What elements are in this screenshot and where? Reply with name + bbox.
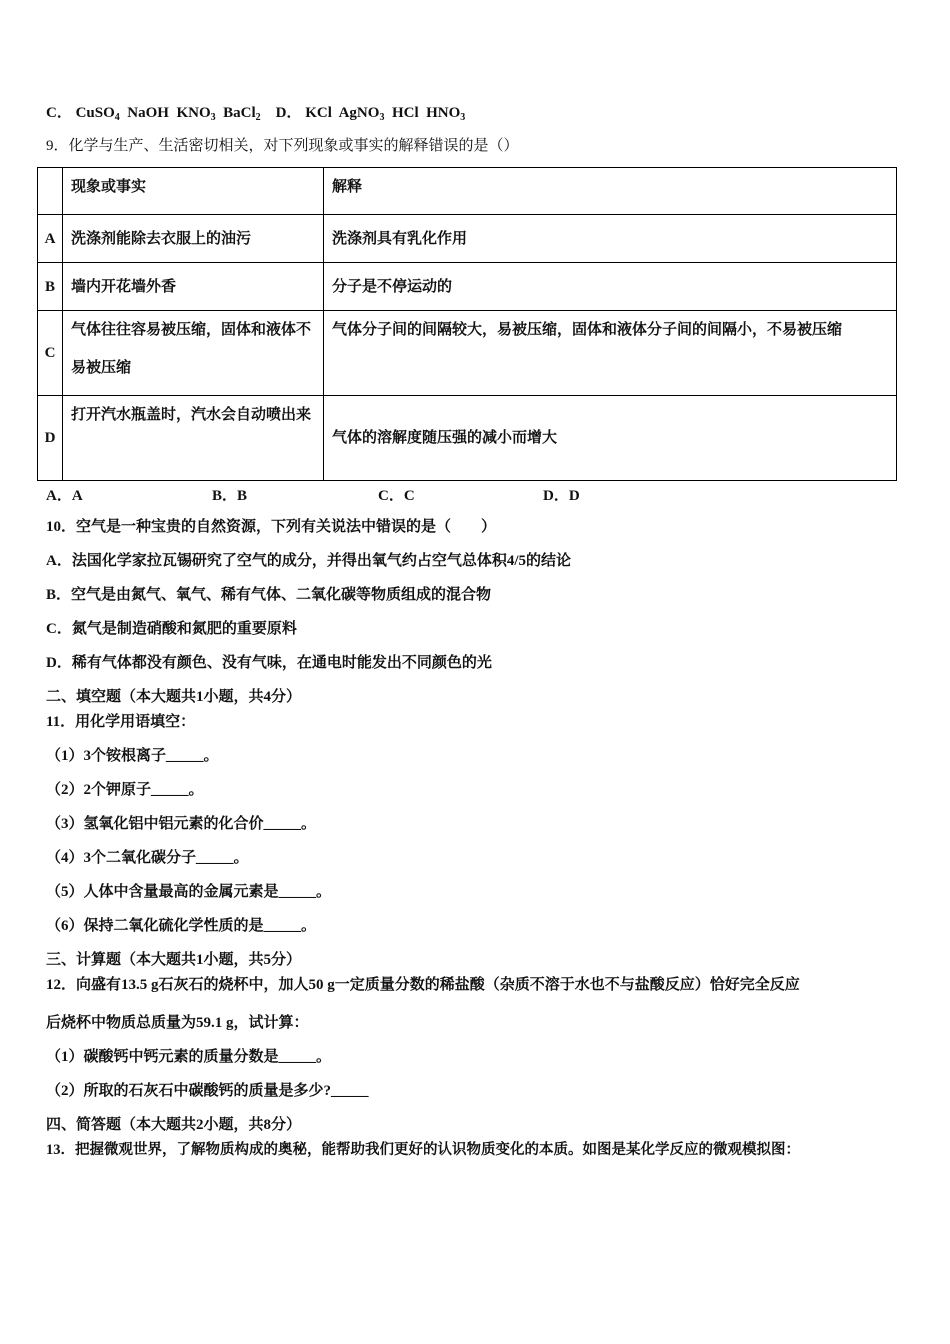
q12-stem-line2: 后烧杯中物质总质量为59.1 g，试计算：: [46, 1015, 309, 1031]
table-row: [38, 311, 897, 396]
row-label: B: [38, 263, 63, 311]
chem-formula: HNO: [426, 105, 461, 121]
header-explain: 解释: [324, 168, 897, 215]
q10-option-d[interactable]: D．稀有气体都没有颜色、没有气味，在通电时能发出不同颜色的光: [46, 655, 492, 671]
table-row: [38, 215, 897, 263]
q9-option-d[interactable]: D．D: [543, 488, 580, 504]
row-explain: 洗涤剂具有乳化作用: [324, 215, 897, 263]
row-fact: 打开汽水瓶盖时，汽水会自动喷出来: [63, 396, 324, 481]
row-explain: 分子是不停运动的: [324, 263, 897, 311]
q12-item: （2）所取的石灰石中碳酸钙的质量是多少?_____: [46, 1083, 369, 1099]
q11-item: （6）保持二氧化硫化学性质的是_____。: [46, 918, 317, 934]
q13-stem: 13．把握微观世界，了解物质构成的奥秘，能帮助我们更好的认识物质变化的本质。如图是某化学反应的微观模拟图：: [46, 1142, 800, 1158]
q11-stem: 11．用化学用语填空：: [46, 714, 196, 730]
chem-formula: BaCl: [223, 105, 256, 121]
row-label: D: [38, 396, 63, 481]
header-fact: 现象或事实: [63, 168, 324, 215]
q11-item: （3）氢氧化铝中铝元素的化合价_____。: [46, 816, 317, 832]
row-fact: 气体往往容易被压缩，固体和液体不易被压缩: [63, 311, 324, 396]
row-explain: 气体分子间的间隔较大，易被压缩，固体和液体分子间的间隔小，不易被压缩: [324, 311, 897, 396]
q9-stem: 9．化学与生产、生活密切相关，对下列现象或事实的解释错误的是（）: [46, 138, 519, 154]
row-fact: 墙内开花墙外香: [63, 263, 324, 311]
q10-option-a[interactable]: A．法国化学家拉瓦锡研究了空气的成分，并得出氧气约占空气总体积4/5的结论: [46, 553, 572, 569]
section-heading: 二、填空题（本大题共1小题，共4分）: [46, 689, 302, 705]
chem-formula: HCl: [391, 105, 419, 121]
table-row: [38, 263, 897, 311]
chem-formula: AgNO: [338, 105, 380, 121]
q12-item: （1）碳酸钙中钙元素的质量分数是_____。: [46, 1049, 332, 1065]
q10-option-b[interactable]: B．空气是由氮气、氧气、稀有气体、二氧化碳等物质组成的混合物: [46, 587, 492, 603]
q11-item: （2）2个钾原子_____。: [46, 782, 204, 798]
table-row: [38, 396, 897, 481]
q10-option-c[interactable]: C．氮气是制造硝酸和氮肥的重要原料: [46, 621, 297, 637]
q11-item: （5）人体中含量最高的金属元素是_____。: [46, 884, 332, 900]
q10-stem: 10．空气是一种宝贵的自然资源，下列有关说法中错误的是（ ）: [46, 519, 497, 535]
q9-option-b[interactable]: B．B: [212, 488, 248, 504]
section-heading: 三、计算题（本大题共1小题，共5分）: [46, 952, 302, 968]
table-header-row: [38, 168, 897, 215]
row-label: C: [38, 311, 63, 396]
chem-formula: KNO: [176, 105, 211, 121]
q9-option-c[interactable]: C．C: [378, 488, 415, 504]
section-heading: 四、简答题（本大题共2小题，共8分）: [46, 1117, 302, 1133]
q9-option-a[interactable]: A．A: [46, 488, 83, 504]
q11-item: （4）3个二氧化碳分子_____。: [46, 850, 249, 866]
row-explain: 气体的溶解度随压强的减小而增大: [324, 396, 897, 481]
q8-option-line: C． CuSO$_4$ NaOH $KNO_3$ BaCl$_2$ D． KCl AgNO$_3$ HCl $HNO_3$: [46, 105, 466, 123]
chem-formula: KCl: [305, 105, 332, 121]
q9-table: [37, 167, 897, 481]
row-fact: 洗涤剂能除去衣服上的油污: [63, 215, 324, 263]
q12-stem-line1: 12．向盛有13.5 g石灰石的烧杯中，加人50 g一定质量分数的稀盐酸（杂质不溶于水也不与盐酸反应）恰好完全反应: [46, 977, 800, 993]
row-label: A: [38, 215, 63, 263]
q11-item: （1）3个铵根离子_____。: [46, 748, 219, 764]
chem-formula: CuSO: [75, 105, 115, 121]
chem-formula: NaOH: [127, 105, 169, 121]
